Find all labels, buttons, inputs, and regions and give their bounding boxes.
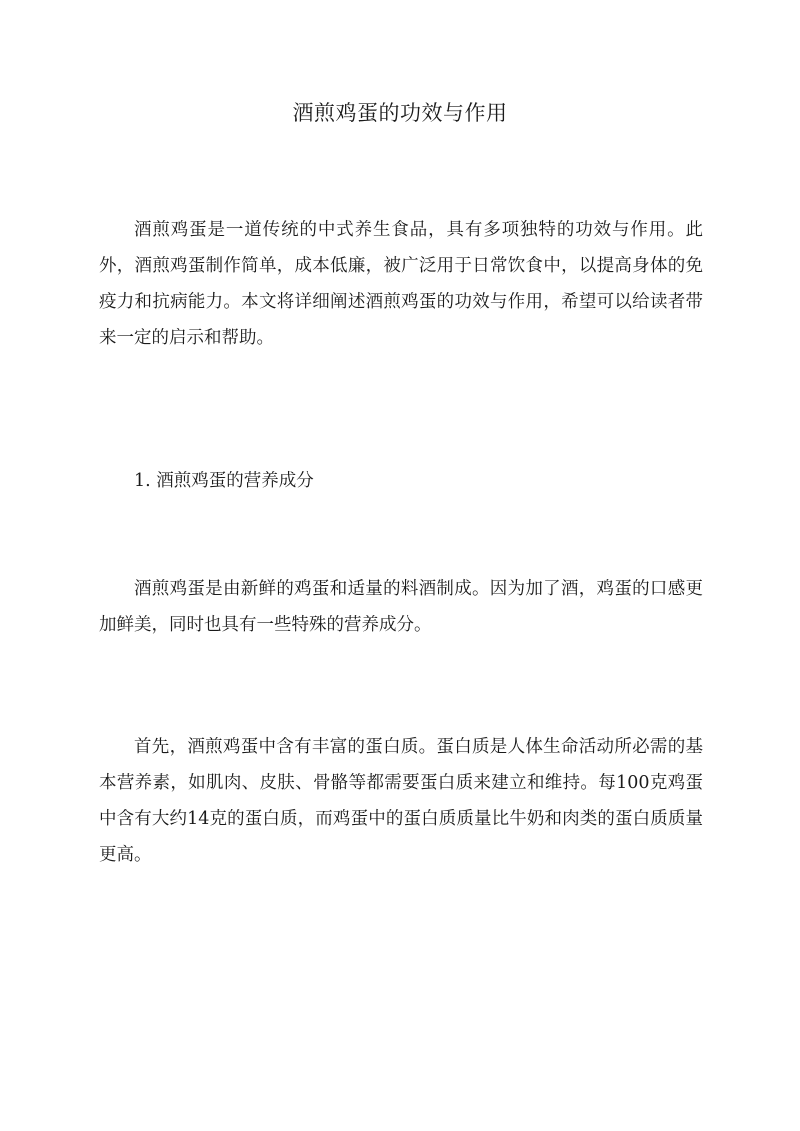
body-paragraph: 首先，酒煎鸡蛋中含有丰富的蛋白质。蛋白质是人体生命活动所必需的基本营养素，如肌肉、皮肤、骨骼等都需要蛋白质来建立和维持。每100克鸡蛋中含有大约14克的蛋白质，而鸡蛋中的蛋白质质量比牛奶和肉类的蛋白质质量更高。	[99, 737, 703, 865]
body-paragraph: 酒煎鸡蛋是由新鲜的鸡蛋和适量的料酒制成。因为加了酒，鸡蛋的口感更加鲜美，同时也具有一些特殊的营养成分。	[99, 579, 703, 635]
intro-paragraph: 酒煎鸡蛋是一道传统的中式养生食品，具有多项独特的功效与作用。此外，酒煎鸡蛋制作简单，成本低廉，被广泛用于日常饮食中，以提高身体的免疫力和抗病能力。本文将详细阐述酒煎鸡蛋的功效与作用，希望可以给读者带来一定的启示和帮助。	[99, 220, 703, 348]
section-heading: 1. 酒煎鸡蛋的营养成分	[134, 471, 314, 491]
page-title: 酒煎鸡蛋的功效与作用	[292, 101, 508, 125]
